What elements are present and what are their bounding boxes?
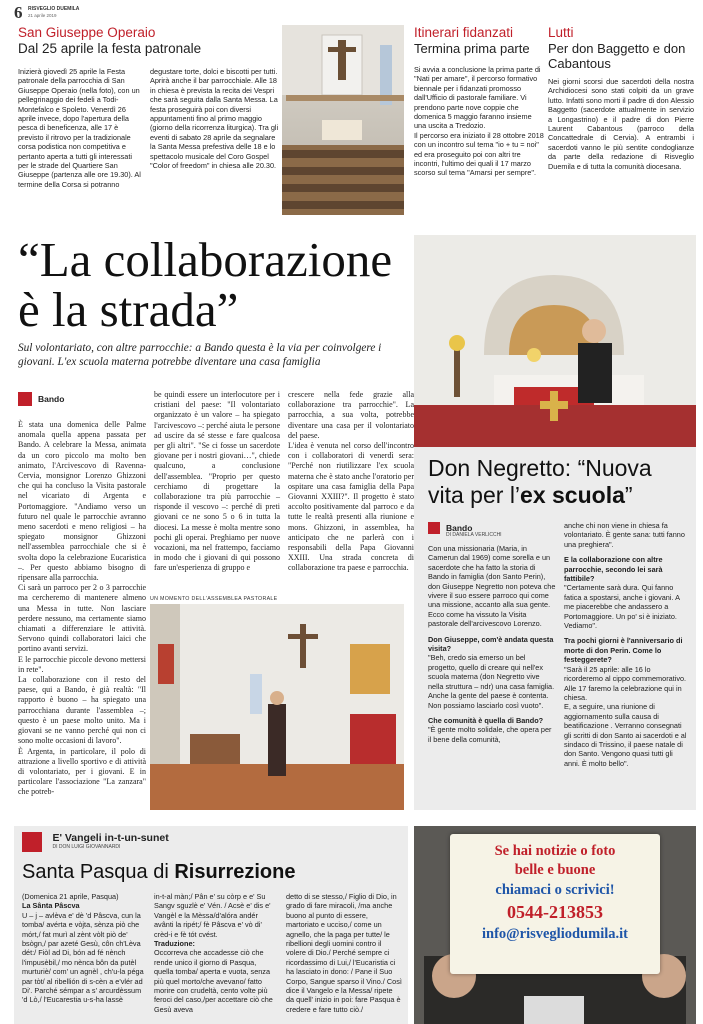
article-title: Dal 25 aprile la festa patronale bbox=[18, 41, 202, 56]
paper-date: 21 aprile 2019 bbox=[28, 13, 57, 18]
ad-email[interactable]: info@risvegliodumila.it bbox=[481, 926, 628, 942]
article-lutti bbox=[548, 25, 694, 215]
vangeli-col2: in-t-al màn;/ Pân e' su còrp e e' Su Sangv sguzlè e' Vén. / Acsè e' dis e' Vangèl e la Mèssa/d'alóra andér avânti la ripét;/ fè Pâscva e' vò di' crèd-i e fè tót cvést. Traduzione: Occorreva che accadesse ciò che rende unico il giorno di Pasqua, quella tomba/ aperta e vuota, senza più quel morto/che avevano/ fatto morire con crudeltà, cento volte più feroci del caso,/per accettare ciò che Gesù aveva bbox=[154, 892, 273, 1014]
byline: DI DANIELA VERLICCHI bbox=[446, 532, 502, 538]
ad-phone[interactable]: 0544-213853 bbox=[507, 902, 603, 922]
vangeli-header bbox=[22, 832, 169, 852]
headline-line1: “La collaborazione bbox=[18, 232, 393, 287]
main-col1: È stata una domenica delle Palme anomala quella appena passata per Bando. A celebrare la Messa, animata da un coro piccolo ma molto ben animato, l'Arcivescovo di Ravenna-Cervia, monsignor Lorenzo Ghizzoni che qui ha concluso la Visita pastorale nel vicariato di Argenta e Portomaggiore. "Andiamo verso un futuro nel quale le parrocchie avranno meno sacerdoti e meno religiosi – ha spiegato monsignor Ghizzoni nell'assemblea parrocchiale che si è svolta dopo la celebrazione Eucaristica –. Per questo abbiamo bisogno di ripensare alla parrocchia. Ci sarà un parroco per 2 o 3 parrocchie ma cercheremo di mantenere almeno una Messa in tutte. Non lasciare perdere nessuno, ma certamente siamo chiamati a differenziare le attività. Servono quindi collaboratori laici che portino avanti servizi. E le parrocchie piccole devono mettersi in rete". La collaborazione con il resto del paese, qui a Bando, è già realtà: "Il rapporto è buono – ha spiegato una parrocchiana durante l'assemblea –; questo è un paese molto unito. Ma i giovani se ne vanno perché qui non ci sono molte occasioni di lavoro". È Argenta, in particolare, il polo di attrazione a livello sportivo e di attività di volontariato, per i giovani. E in particolare l'associazione "La zanzara" che potreb- bbox=[18, 420, 146, 797]
article-body1: Si avvia a conclusione la prima parte di "Nati per amare", il percorso formativo biennale per i fidanzati promosso dall'Ufficio di pastorale familiare. Vi prendono parte nove coppie che domenica 5 maggio faranno insieme una uscita a Tredozio. bbox=[414, 65, 541, 131]
church-interior-photo bbox=[282, 25, 404, 215]
kicker: Itinerari fidanzati bbox=[414, 25, 514, 40]
kicker: San Giuseppe Operaio bbox=[18, 25, 156, 40]
contact-ad bbox=[414, 826, 696, 1024]
main-headline bbox=[18, 232, 408, 337]
article-col2: degustare torte, dolci e biscotti per tutti. Aprirà anche il bar parrocchiale. Alle 18 in chiesa è prevista la recita dei Vespri che sarà seguita dalla Santa Messa. La festa proseguirà poi con diversi appuntamenti fino al primo maggio (giorno della ricorrenza liturgica). Tra gli eventi di sabato 28 aprile da segnalare la Santa Messa prefestiva delle 18 e lo spettacolo musicale del Coro Gospel "Color of freedom" in chiesa alle 20.30. bbox=[150, 67, 279, 171]
vangeli-section bbox=[14, 826, 408, 1024]
interview-col1: Bando DI DANIELA VERLICCHI Con una missionaria (Maria, in Camerun dal 1969) come sorella e un sacerdote che ha fatto la storia di Bando in famiglia (don Santo Perin), don Giuseppe Negretto non poteva che vivere il suo essere parroco qui come una missione, accanto alla sua gente. Ecco come ha vissuto la Visita pastorale dell'arcivescovo Lorenzo. Don Giuseppe, com'è andata questa visita? "Beh, credo sia emerso un bel progetto, quello di creare qui nell'ex scuola materna (don Negretto vive nella struttura – ndr) una casa famiglia. Anche la gente del paese è contenta. Non possiamo lasciarlo così vuoto". Che comunità è quella di Bando? "È gente molto solidale, che opera per il bene della comunità, bbox=[428, 519, 556, 744]
ad-sign bbox=[450, 834, 660, 974]
section-square-icon bbox=[18, 392, 32, 406]
kicker: Lutti bbox=[548, 25, 574, 40]
priest-photo bbox=[414, 235, 696, 447]
interview-location: Bando bbox=[428, 519, 556, 535]
main-col2: be quindi essere un interlocutore per i cristiani del paese: "Il volontariato organizzato è un valore – ha spiegato l'arcivescovo –: perché aiuta le persone ad uscire da sé stesse e fare qualcosa per gli altri". "Se ci fosse un sacerdote giovane per i nostri giovani…", chiede qualcuno, a conclusione dell'assemblea. "Proprio per questo cerchiamo di progettare la collaborazione tra più parrocchie – risponde il vescovo –: perché di preti giovani ce ne sono 5 o 6 in tutta la diocesi. La messe è molta mentre sono pochi gli operai. Preghiamo per nuove vocazioni, ma nel frattempo, facciamo in modo che i giovani di qui possono fare un'esperienza di gruppo e bbox=[154, 390, 280, 573]
article-title: Termina prima parte bbox=[414, 41, 530, 56]
photo-caption: UN MOMENTO DELL'ASSEMBLEA PASTORALE bbox=[150, 596, 278, 602]
article-itinerari bbox=[414, 25, 544, 215]
headline-line2: è la strada” bbox=[18, 282, 239, 337]
article-body2: Il percorso era iniziato il 28 ottobre 2018 con un incontro sul tema "io + tu = noi" ed era proseguito poi con altri tre incontri, l'ultimo dei quali il 17 marzo scorso sul tema "Amarsi per sempre". bbox=[414, 130, 544, 178]
priest-image bbox=[414, 235, 696, 447]
assembly-photo bbox=[150, 604, 404, 810]
section-square-icon bbox=[428, 522, 440, 534]
interview-col2: anche chi non viene in chiesa fa volontariato. È gente sana: tutti fanno una preghiera". E la collaborazione con altre parrocchie, secondo lei sarà fattibile? "Certamente sarà dura. Qui fanno fatica a spostarsi, anche i giovani. A me piacerebbe che andassero a Portomaggiore. Un po' si è iniziato. Vediamo". Tra pochi giorni è l'anniversario di morte di don Perin. Come lo festeggerete? "Sarà il 25 aprile: alle 16 lo ricorderemo al cippo commemorativo. Alle 17 faremo la celebrazione qui in chiesa. E, a seguire, una riunione di aggiornamento sulla causa di beatificazione . Verranno consegnati gli scritti di don Santo ai sacerdoti e al sindaco di Trissino, il paese natale di don Santo. Vengono quasi tutti gli anni. È molto bello". bbox=[564, 521, 687, 768]
assembly-image bbox=[150, 604, 404, 810]
ad-line2: belle e buone bbox=[514, 862, 596, 878]
byline: DI DON LUIGI GIOVANNARDI bbox=[52, 844, 121, 850]
article-col1: Inizierà giovedì 25 aprile la Festa patronale della parrocchia di San Giuseppe Operaio (nella foto), con un pellegrinaggio dei fedeli a Todi-Montefalco e Spoleto. Venerdì 26 aprile invece, dopo l'apertura della pesca di beneficenza, alle 17 è previsto il ritrovo per la tradizionale corsa podistica non competitiva e pertanto aperta a tutti gli interessati per le strade del Quartiere San Giuseppe (partenza alle ore 19.30). Al termine della Corsa si potranno bbox=[18, 67, 141, 189]
ad-line1: Se hai notizie o foto bbox=[494, 843, 616, 859]
interview-title: Don Negretto: “Nuova vita per l’ex scuola” bbox=[428, 455, 652, 508]
article-title: Per don Baggetto e don Cabantous bbox=[548, 41, 686, 71]
article-san-giuseppe bbox=[18, 25, 280, 215]
church-interior-image bbox=[282, 25, 404, 215]
ad-line3: chiamaci o scrivici! bbox=[495, 882, 615, 898]
location-label: Bando bbox=[18, 390, 414, 410]
interview-box bbox=[414, 447, 696, 810]
main-col3: crescere nella fede grazie alla collaborazione tra parrocchie". La parrocchia, a sua volta, potrebbe diventare una casa per il volontariato del paese. L'idea è venuta nel corso dell'incontro con i collaboratori di venerdì sera: "Perché non riutilizzare l'ex scuola materna che è stato anche l'oratorio per ospitare una casa famiglia della Papa Giovanni XXIII?". Il progetto è stato accolto positivamente dal parroco e da tutte le realtà presenti alla riunione e mons. Ghizzoni, in assemblea, ha anticipato che ne parlerà con i responsabili della Papa Giovanni XXIII. Una strada concreta di collaborazione tra paese e parrocchia. bbox=[288, 390, 414, 573]
vangeli-col1: (Domenica 21 aprile, Pasqua) La Sânta Pâscva U – j – avlèva e' dè 'd Pâscva, cun la tomba/ avérta e vòjta, sènza piò che mórt,/ fat murì al zènt vòlt piò de' bsògn,/ par azeté Gesù, côn ch'Lèva dét:/ Fiòl ad Di, bón ad fé nènch l'impusèbil,/ mo nènca bôn da putèl murturiè/ com' un agnèl , ch'u-la péga par tòt/ al ribellión di s-cèn a e'vlér ad Di'. Parché sémpar a s' arcurdèssum 'd Lò,/ l'Eucarestia u-s-ha lassè bbox=[22, 892, 144, 1005]
standfirst: Sul volontariato, con altre parrocchie: a Bando questa è la via per coinvolgere i giovani. L'ex scuola materna potrebbe diventare una casa famiglia bbox=[18, 342, 382, 368]
section-square-icon bbox=[22, 832, 42, 852]
page-header bbox=[14, 3, 164, 23]
vangeli-col3: detto di se stesso,/ Figlio di Dio, in grado di fare miracoli, /ma anche buono al punto di essere, martoriato e ucciso,/ come un agnello, che la paga per tutte/ le ribellioni degli uomini contro il volere di Dio./ Perché sempre ci ricordassimo di Lui,/ l'Eucaristia ci ha lasciato in dono: / Pane il Suo Corpo, Sangue sparso il Vino./ Così dice il Vangelo e la Messa/ ripete da quell' inizio in poi: fare Pasqua è credere e fare tutto ciò./ bbox=[286, 892, 402, 1014]
vangeli-title: Santa Pasqua di Risurrezione bbox=[22, 861, 296, 883]
paper-name: RISVEGLIO DUEMILA bbox=[28, 6, 80, 12]
kicker: E' Vangeli in-t-un-sunet bbox=[52, 832, 169, 844]
article-body: Nei giorni scorsi due sacerdoti della nostra Archidiocesi sono stati colpiti da un grave lutto. Infatti sono morti il padre di don Alessio Baggetto (sacerdote attualmente in servizio a Longastrino) e il padre di don Pierre Laurent Cabantous (parroco della Concattedrale di Cervia). A entrambi i sacerdoti vanno le più sentite condoglianze da parte della redazione di Risveglio Duemila e di tutta la comunità diocesana. bbox=[548, 77, 694, 171]
page-number: 6 bbox=[14, 3, 23, 22]
